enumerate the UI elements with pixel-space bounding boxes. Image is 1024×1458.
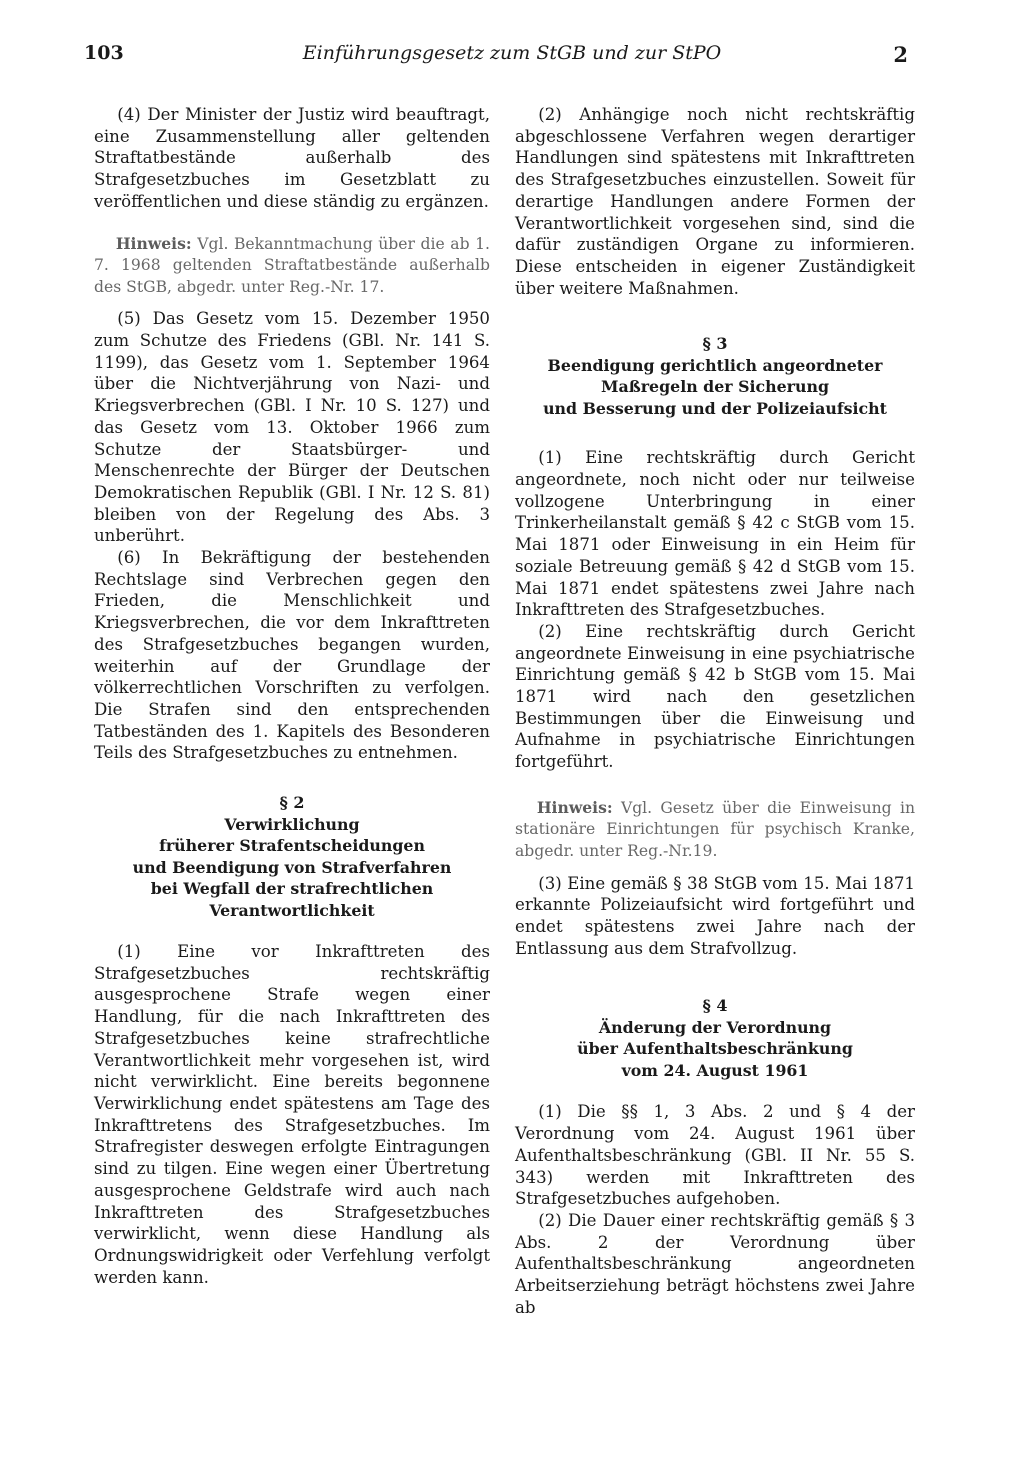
- note-registry-19: [515, 797, 915, 863]
- section-3-paragraph-2: (2) Eine rechtskräftig durch Gericht angeordnete Einweisung in eine psychiatrische Einrichtung gemäß § 42 b StGB vom 15. Mai 1871 wird nach den gesetzlichen Bestimmungen über die Einweisung und Aufnahme in psychiatrische Einrichtungen fortgeführt.: [515, 621, 915, 772]
- section-title-line: Verwirklichung: [224, 814, 360, 834]
- section-title-line: Verantwortlichkeit: [209, 900, 375, 920]
- note-label: Hinweis:: [115, 233, 192, 253]
- note-text: Vgl. Bekanntmachung über die ab 1. 7. 1968 geltenden Straftatbestände außerhalb des StGB, abgedr. unter Reg.-Nr. 17.: [94, 234, 491, 296]
- section-title-line: vom 24. August 1961: [621, 1060, 809, 1080]
- section-title-line: Änderung der Verordnung: [598, 1017, 832, 1037]
- running-title: Einführungsgesetz zum StGB und zur StPO: [302, 42, 722, 64]
- note-label: Hinweis:: [536, 797, 613, 817]
- section-title-line: Beendigung gerichtlich angeordneter: [547, 355, 883, 375]
- section-2-heading: [94, 792, 490, 921]
- section-title-line: über Aufenthaltsbeschränkung: [577, 1039, 853, 1059]
- section-2-paragraph-1: (1) Eine vor Inkrafttreten des Strafgesetzbuches rechtskräftig ausgesprochene Strafe wegen einer Handlung, für die nach Inkrafttreten des Strafgesetzbuches keine strafrechtliche Verantwortlichkeit mehr vorgesehen ist, wird nicht verwirklicht. Eine bereits begonnene Verwirklichung endet spätestens am Tage des Inkrafttretens des Strafgesetzbuches. Im Strafregister deswegen erfolgte Eintragungen sind zu tilgen. Eine wegen einer Übertretung ausgesprochene Geldstrafe wird auch nach Inkrafttreten des Strafgesetzbuches verwirklicht, wenn diese Handlung als Ordnungswidrigkeit oder Verfehlung verfolgt werden kann.: [94, 942, 490, 1287]
- section-4-paragraph-2: (2) Die Dauer einer rechtskräftig gemäß § 3 Abs. 2 der Verordnung über Aufenthaltsbeschränkung angeordneten Arbeitserziehung beträgt höchstens zwei Jahre ab: [515, 1210, 915, 1317]
- section-title-line: bei Wegfall der strafrechtlichen: [150, 879, 434, 899]
- note-registry-17: [94, 233, 490, 299]
- section-4-paragraph-1: (1) Die §§ 1, 3 Abs. 2 und § 4 der Verordnung vom 24. August 1961 über Aufenthaltsbeschränkung (GBl. II Nr. 55 S. 343) werden mit Inkrafttreten des Strafgesetzbuches aufgehoben.: [515, 1102, 915, 1209]
- paragraph-5: (5) Das Gesetz vom 15. Dezember 1950 zum Schutze des Friedens (GBl. Nr. 141 S. 1199), das Gesetz vom 1. September 1964 über die Nichtverjährung von Nazi- und Kriegsverbrechen (GBl. I Nr. 10 S. 127) und das Gesetz vom 13. Oktober 1966 zum Schutze der Staatsbürger- und Menschenrechte der Bürger der Deutschen Demokratischen Republik (GBl. I Nr. 12 S. 81) bleiben von der Regelung des Abs. 3 unberührt.: [94, 309, 490, 546]
- section-number: § 3: [702, 334, 728, 354]
- left-column: [94, 104, 490, 1288]
- chapter-number: 2: [893, 42, 908, 67]
- note-text: Vgl. Gesetz über die Einweisung in stationäre Einrichtungen für psychisch Kranke, abgedr. unter Reg.-Nr.19.: [515, 798, 915, 861]
- paragraph-4: (4) Der Minister der Justiz wird beauftragt, eine Zusammenstellung aller geltenden Straftatbestände außerhalb des Strafgesetzbuches im Gesetzblatt zu veröffentlichen und diese ständig zu ergänzen.: [94, 105, 490, 211]
- section-3-paragraph-1: (1) Eine rechtskräftig durch Gericht angeordnete, noch nicht oder nur teilweise vollzogene Unterbringung in einer Trinkerheilanstalt gemäß § 42 c StGB vom 15. Mai 1871 oder Einweisung in ein Heim für soziale Betreuung gemäß § 42 d StGB vom 15. Mai 1871 endet spätestens zwei Jahre nach Inkrafttreten des Strafgesetzbuches.: [515, 448, 915, 620]
- section-4-heading: [515, 995, 915, 1081]
- right-column: [515, 104, 915, 1319]
- section-2-paragraph-2: (2) Anhängige noch nicht rechtskräftig abgeschlossene Verfahren wegen derartiger Handlungen sind spätestens mit Inkrafttreten des Strafgesetzbuches einzustellen. Soweit für derartige Handlungen andere Formen der Verantwortlichkeit vorgesehen sind, sind die dafür zuständigen Organe zu informieren. Diese entscheiden in eigener Zuständigkeit über weitere Maßnahmen.: [515, 105, 915, 298]
- section-title-line: früherer Strafentscheidungen: [159, 836, 425, 856]
- section-title-line: und Beendigung von Strafverfahren: [132, 857, 452, 877]
- section-title-line: Maßregeln der Sicherung: [601, 377, 829, 397]
- paragraph-6: (6) In Bekräftigung der bestehenden Rechtslage sind Verbrechen gegen den Frieden, die Menschlichkeit und Kriegsverbrechen, die vor dem Inkrafttreten des Strafgesetzbuches begangen wurden, weiterhin auf der Grundlage der völkerrechtlichen Vorschriften zu verfolgen. Die Strafen sind den entsprechenden Tatbeständen des 1. Kapitels des Besonderen Teils des Strafgesetzbuches zu entnehmen.: [94, 548, 490, 763]
- section-3-heading: [515, 333, 915, 419]
- section-number: § 2: [279, 793, 305, 813]
- section-3-paragraph-3: (3) Eine gemäß § 38 StGB vom 15. Mai 1871 erkannte Polizeiaufsicht wird fortgeführt und endet spätestens zwei Jahre nach der Entlassung aus dem Strafvollzug.: [515, 873, 915, 958]
- section-title-line: und Besserung und der Polizeiaufsicht: [543, 398, 887, 418]
- page-header: [0, 42, 1024, 72]
- section-number: § 4: [702, 996, 728, 1016]
- page-number: 103: [84, 42, 124, 64]
